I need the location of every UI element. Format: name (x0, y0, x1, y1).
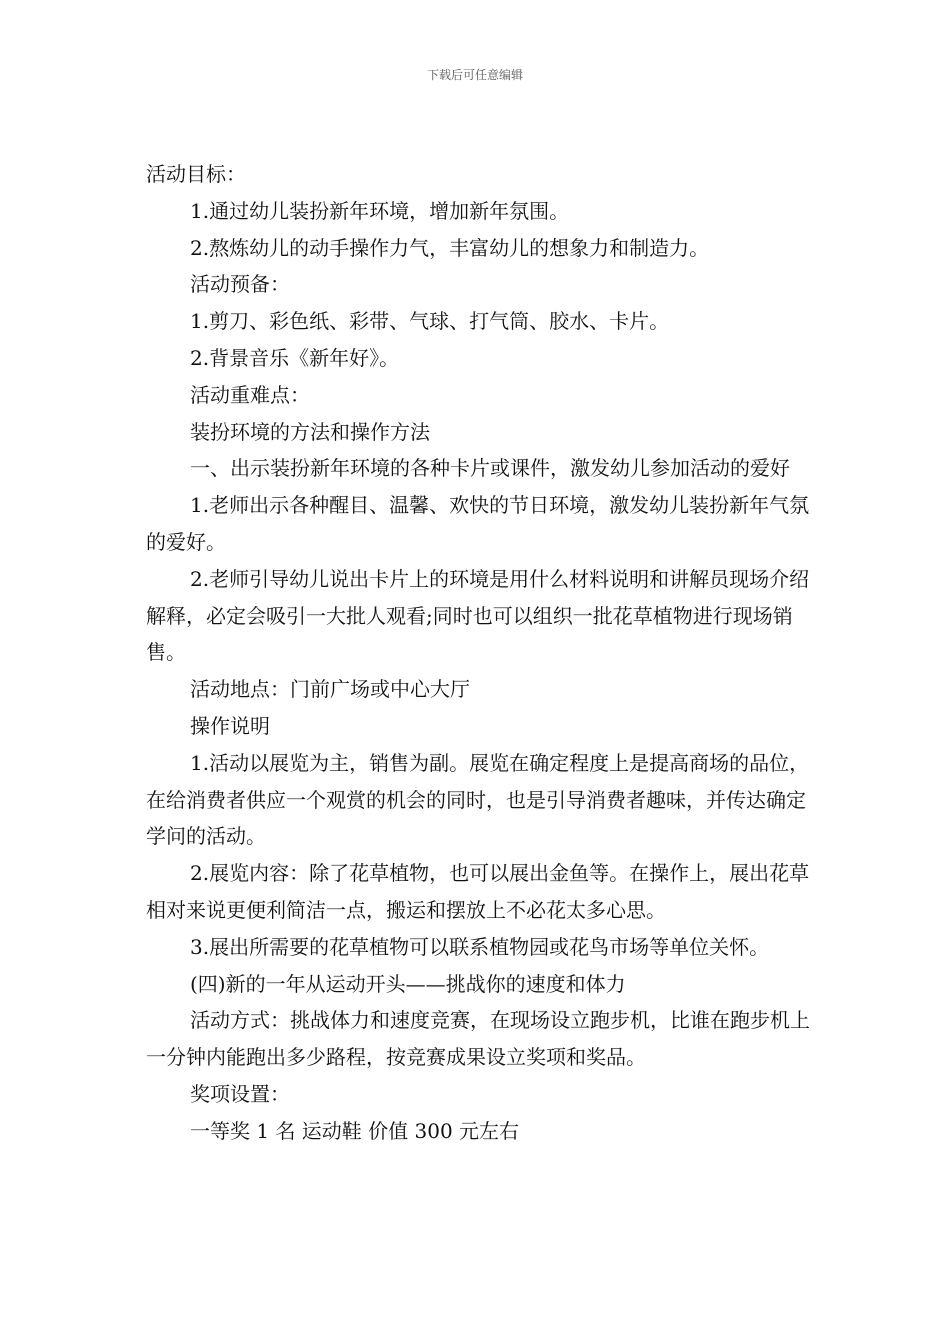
paragraph: 活动重难点： (190, 382, 310, 407)
paragraph: 1.老师出示各种醒目、温馨、欢快的节日环境，激发幼儿装扮新年气氛的爱好。 (146, 493, 810, 554)
paragraph: 活动目标： (146, 162, 246, 186)
paragraph: 活动预备： (190, 272, 290, 297)
page-header: 下载后可任意编辑 (426, 68, 523, 82)
paragraph: 3.展出所需要的花草植物可以联系植物园或花鸟市场等单位关怀。 (190, 934, 770, 959)
paragraph: 活动方式：挑战体力和速度竞赛，在现场设立跑步机，比谁在跑步机上一分钟内能跑出多少路程，按竞赛成果设立奖项和奖品。 (146, 1008, 810, 1070)
paragraph: 2.熬炼幼儿的动手操作力气，丰富幼儿的想象力和制造力。 (190, 235, 710, 260)
paragraph: 1.活动以展览为主，销售为副。展览在确定程度上是提高商场的品位，在给消费者供应一个观赏的机会的同时，也是引导消费者趣味，并传达确定学问的活动。 (146, 750, 810, 849)
paragraph: (四)新的一年从运动开头——挑战你的速度和体力 (190, 971, 626, 996)
paragraph: 装扮环境的方法和操作方法 (190, 419, 430, 444)
paragraph: 1.通过幼儿装扮新年环境，增加新年氛围。 (190, 198, 570, 223)
paragraph: 2.展览内容：除了花草植物，也可以展出金鱼等。在操作上，展出花草相对来说更便利简洁一点，搬运和摆放上不必花太多心思。 (146, 861, 810, 922)
paragraph: 活动地点：门前广场或中心大厅 (190, 677, 470, 702)
paragraph: 2.老师引导幼儿说出卡片上的环境是用什么材料说明和讲解员现场介绍解释，必定会吸引一大批人观看;同时也可以组织一批花草植物进行现场销售。 (146, 566, 810, 665)
paragraph: 2.背景音乐《新年好》。 (190, 345, 400, 370)
paragraph: 一、出示装扮新年环境的各种卡片或课件，激发幼儿参加活动的爱好 (190, 456, 790, 481)
paragraph: 一等奖 1 名 运动鞋 价值 300 元左右 (190, 1118, 520, 1143)
paragraph: 1.剪刀、彩色纸、彩带、气球、打气筒、胶水、卡片。 (190, 309, 670, 334)
paragraph: 操作说明 (190, 713, 270, 738)
document-body (146, 156, 814, 1150)
paragraph: 奖项设置： (190, 1081, 290, 1106)
